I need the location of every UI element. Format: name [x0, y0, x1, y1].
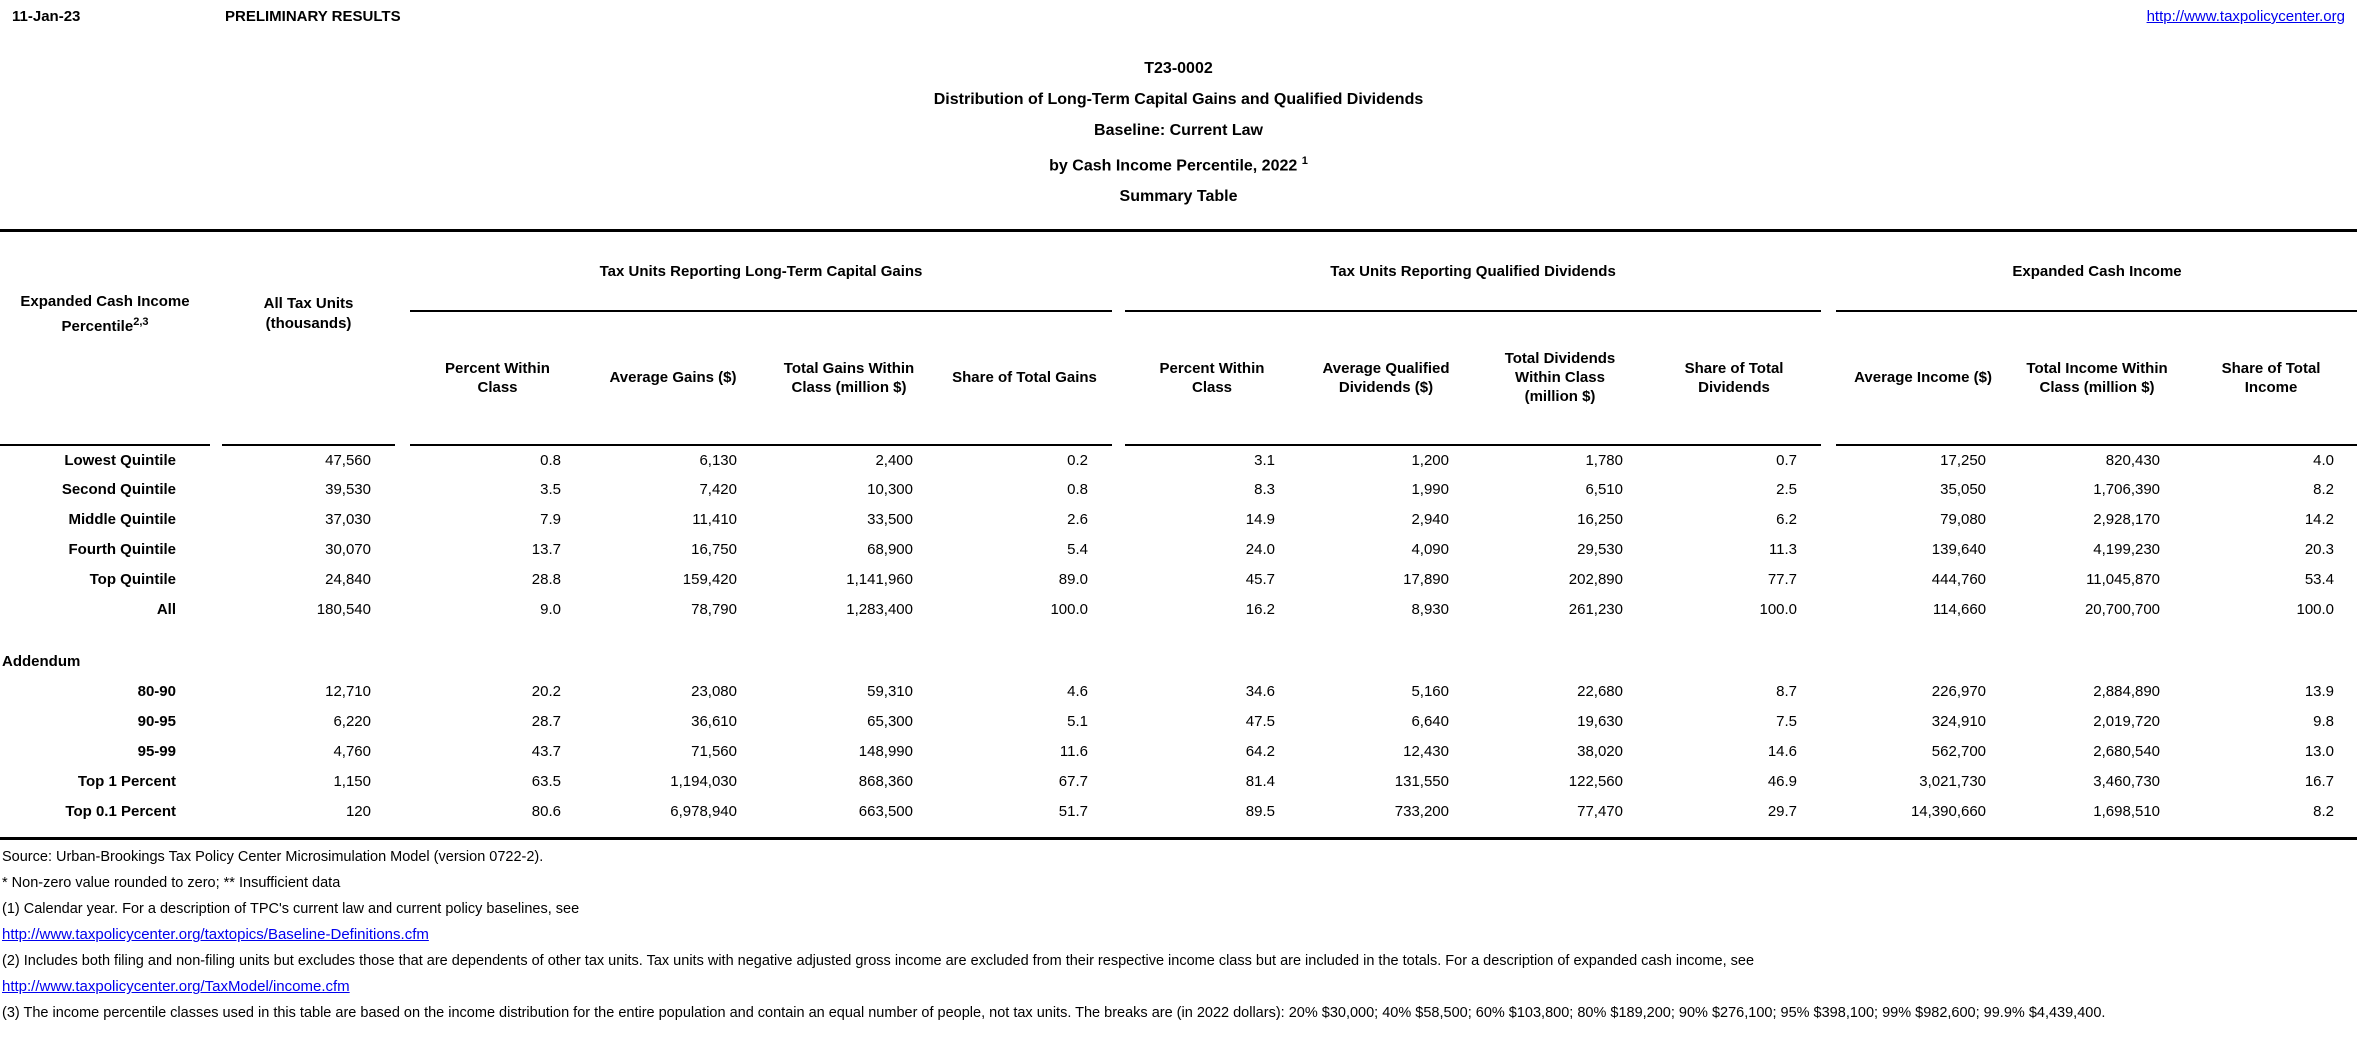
- data-cell: 562,700: [1931, 743, 1987, 761]
- data-cell: 28.8: [531, 571, 561, 589]
- column-spacer: [1821, 505, 1836, 535]
- footnote-ref-1: 1: [1301, 155, 1308, 167]
- data-cell: 16.7: [2304, 773, 2335, 791]
- column-spacer: [1821, 797, 1836, 827]
- col-header-total-dividends: Total Dividends Within Class (million $): [1473, 311, 1647, 445]
- row-label: 95-99: [137, 743, 176, 761]
- data-cell: 6.2: [1776, 511, 1798, 529]
- data-cell: 67.7: [1058, 773, 1088, 791]
- data-cell: 733,200: [1394, 803, 1449, 821]
- data-cell: 1,150: [333, 773, 371, 791]
- data-cell: 23,080: [691, 683, 737, 701]
- column-spacer: [1821, 737, 1836, 767]
- data-cell: 12,430: [1403, 743, 1449, 761]
- data-cell: 51.7: [1058, 803, 1088, 821]
- data-cell: 33,500: [867, 511, 913, 529]
- addendum-row: [0, 647, 2357, 677]
- column-spacer: [395, 797, 410, 827]
- footnotes: [0, 844, 2357, 1026]
- column-spacer: [1112, 445, 1125, 475]
- data-cell: 35,050: [1940, 481, 1987, 499]
- table-row: [0, 767, 2357, 797]
- data-cell: 100.0: [1759, 601, 1798, 619]
- column-spacer: [395, 677, 410, 707]
- data-cell: 139,640: [1931, 541, 1987, 559]
- table-row: [0, 535, 2357, 565]
- column-spacer: [1821, 595, 1836, 625]
- baseline-definitions-link[interactable]: http://www.taxpolicycenter.org/taxtopics/Baseline-Definitions.cfm: [2, 926, 429, 944]
- data-cell: 6,640: [1411, 713, 1449, 731]
- data-cell: 36,610: [691, 713, 737, 731]
- data-cell: 20.3: [2304, 541, 2335, 559]
- asterisk-note: * Non-zero value rounded to zero; ** Insufficient data: [2, 875, 341, 892]
- data-cell: 6,510: [1585, 481, 1623, 499]
- column-spacer: [395, 707, 410, 737]
- data-cell: 17,890: [1403, 571, 1449, 589]
- distribution-table: [0, 229, 2357, 840]
- spacer-row: [0, 827, 2357, 839]
- data-cell: 2,940: [1411, 511, 1449, 529]
- col-header-total-income: Total Income Within Class (million $): [2010, 311, 2184, 445]
- data-cell: 13.9: [2304, 683, 2335, 701]
- data-cell: 77.7: [1767, 571, 1798, 589]
- data-cell: 20.2: [531, 683, 561, 701]
- data-cell: 17,250: [1940, 451, 1987, 469]
- row-label: Fourth Quintile: [68, 541, 176, 559]
- data-cell: 5.1: [1067, 713, 1088, 731]
- column-spacer: [1112, 595, 1125, 625]
- data-cell: 114,660: [1932, 601, 1987, 619]
- data-cell: 14.9: [1245, 511, 1275, 529]
- table-row: [0, 737, 2357, 767]
- title-block: [0, 53, 2357, 212]
- data-cell: 19,630: [1577, 713, 1623, 731]
- data-cell: 63.5: [531, 773, 561, 791]
- column-spacer: [1112, 505, 1125, 535]
- column-spacer: [395, 505, 410, 535]
- data-cell: 261,230: [1568, 601, 1623, 619]
- row-label: 90-95: [137, 713, 176, 731]
- group-header-expanded-cash-income: Expanded Cash Income: [1836, 231, 2357, 311]
- data-cell: 8.7: [1776, 683, 1798, 701]
- col-header-total-gains: Total Gains Within Class (million $): [761, 311, 937, 445]
- baseline-subtitle: Baseline: Current Law: [1094, 122, 1263, 139]
- row-label: Lowest Quintile: [64, 451, 176, 469]
- data-cell: 159,420: [682, 571, 737, 589]
- data-cell: 11,045,870: [2086, 571, 2161, 589]
- data-cell: 180,540: [316, 601, 371, 619]
- row-label: Top Quintile: [89, 571, 176, 589]
- data-cell: 1,698,510: [2093, 803, 2161, 821]
- footnote-3: (3) The income percentile classes used in this table are based on the income distribution for the entire population and contain an equal number of people, not tax units. The breaks are (in 2022 dollars): 20% $30,000; 40% $58,500; 60% $103,800; 80% $189,200; 90% $276,100; 95% $398,100; 99% $982,600; 99.9% $4,439,400.: [2, 1005, 2106, 1022]
- column-spacer: [1821, 707, 1836, 737]
- data-cell: 9.0: [540, 601, 561, 619]
- percentile-subtitle: by Cash Income Percentile, 2022 $^1$: [1049, 155, 1308, 175]
- column-spacer: [395, 565, 410, 595]
- column-spacer: [1821, 677, 1836, 707]
- data-cell: 11.6: [1059, 743, 1088, 761]
- data-cell: 11.3: [1768, 541, 1798, 559]
- data-cell: 7.5: [1776, 713, 1798, 731]
- column-spacer: [1112, 475, 1125, 505]
- data-cell: 122,560: [1568, 773, 1623, 791]
- data-cell: 38,020: [1577, 743, 1623, 761]
- data-cell: 4,199,230: [2093, 541, 2161, 559]
- data-cell: 13.7: [531, 541, 561, 559]
- table-number: T23-0002: [1144, 60, 1213, 77]
- table-row: [0, 677, 2357, 707]
- col-header-average-income: Average Income ($): [1836, 311, 2010, 445]
- column-spacer: [210, 737, 222, 767]
- data-cell: 1,200: [1411, 451, 1449, 469]
- data-cell: 34.6: [1245, 683, 1275, 701]
- column-spacer: [1821, 767, 1836, 797]
- data-cell: 64.2: [1245, 743, 1275, 761]
- data-cell: 2.5: [1776, 481, 1798, 499]
- data-cell: 16,750: [691, 541, 737, 559]
- column-spacer: [210, 595, 222, 625]
- col-header-share-of-income: Share of Total Income: [2184, 311, 2357, 445]
- column-spacer: [210, 677, 222, 707]
- data-cell: 22,680: [1577, 683, 1623, 701]
- data-cell: 1,990: [1411, 481, 1449, 499]
- data-cell: 324,910: [1931, 713, 1987, 731]
- data-cell: 820,430: [2105, 451, 2161, 469]
- data-cell: 14.6: [1767, 743, 1798, 761]
- taxpolicycenter-link[interactable]: http://www.taxpolicycenter.org: [2146, 8, 2345, 25]
- column-spacer: [395, 535, 410, 565]
- column-spacer: [395, 445, 410, 475]
- data-cell: 28.7: [531, 713, 561, 731]
- data-cell: 11,410: [692, 511, 737, 529]
- income-definition-link[interactable]: http://www.taxpolicycenter.org/TaxModel/income.cfm: [2, 978, 350, 996]
- column-spacer: [210, 475, 222, 505]
- summary-table-label: Summary Table: [1119, 188, 1238, 206]
- data-cell: 663,500: [858, 803, 913, 821]
- data-cell: 47,560: [325, 451, 371, 469]
- data-cell: 0.2: [1067, 451, 1088, 469]
- data-cell: 1,780: [1585, 451, 1623, 469]
- data-cell: 6,130: [699, 451, 737, 469]
- data-cell: 16,250: [1577, 511, 1623, 529]
- table-row: [0, 797, 2357, 827]
- footnote-1: (1) Calendar year. For a description of TPC's current law and current policy baselines, see: [2, 901, 580, 918]
- data-cell: 5,160: [1411, 683, 1449, 701]
- data-cell: 120: [345, 803, 371, 821]
- data-cell: 2,680,540: [2093, 743, 2161, 761]
- data-cell: 868,360: [858, 773, 913, 791]
- data-cell: 2,884,890: [2093, 683, 2161, 701]
- data-cell: 8.2: [2313, 803, 2335, 821]
- column-spacer: [210, 797, 222, 827]
- column-spacer: [1821, 445, 1836, 475]
- addendum-label: Addendum: [2, 653, 81, 671]
- data-cell: 8.3: [1254, 481, 1275, 499]
- data-cell: 0.7: [1776, 451, 1798, 469]
- data-cell: 0.8: [1067, 481, 1088, 499]
- data-cell: 68,900: [867, 541, 913, 559]
- col-header-gains-percent-within-class: Percent Within Class: [410, 311, 585, 445]
- data-cell: 2,019,720: [2093, 713, 2161, 731]
- row-label: Second Quintile: [61, 481, 176, 499]
- group-header-capital-gains: Tax Units Reporting Long-Term Capital Gains: [410, 231, 1112, 311]
- column-spacer: [1112, 797, 1125, 827]
- data-cell: 202,890: [1568, 571, 1623, 589]
- data-cell: 24,840: [325, 571, 371, 589]
- data-cell: 30,070: [325, 541, 371, 559]
- data-cell: 37,030: [325, 511, 371, 529]
- footnote-2: (2) Includes both filing and non-filing units but excludes those that are dependents of other tax units. Tax units with negative adjusted gross income are excluded from their respective income class but are included in the totals. For a description of expanded cash income, see: [2, 953, 1755, 970]
- data-cell: 131,550: [1394, 773, 1449, 791]
- spacer-row: [0, 625, 2357, 647]
- row-label: Top 0.1 Percent: [65, 803, 176, 821]
- data-cell: 226,970: [1931, 683, 1987, 701]
- column-spacer: [210, 767, 222, 797]
- col-header-dividends-percent-within-class: Percent Within Class: [1125, 311, 1299, 445]
- footnote-ref-2-3: 2,3: [133, 315, 149, 328]
- data-cell: 53.4: [2304, 571, 2335, 589]
- data-cell: 3,021,730: [1919, 773, 1987, 791]
- data-cell: 2,928,170: [2093, 511, 2161, 529]
- row-label: All: [156, 601, 176, 619]
- row-header-title: Expanded Cash Income Percentile$^{2,3}$: [0, 231, 210, 445]
- data-cell: 444,760: [1931, 571, 1987, 589]
- source-note: Source: Urban-Brookings Tax Policy Center Microsimulation Model (version 0722-2).: [2, 849, 544, 866]
- data-cell: 89.0: [1058, 571, 1088, 589]
- data-cell: 47.5: [1245, 713, 1275, 731]
- group-header-qualified-dividends: Tax Units Reporting Qualified Dividends: [1125, 231, 1821, 311]
- data-cell: 80.6: [531, 803, 561, 821]
- data-cell: 29.7: [1767, 803, 1798, 821]
- column-spacer: [1821, 475, 1836, 505]
- table-row: [0, 475, 2357, 505]
- column-spacer: [1821, 535, 1836, 565]
- data-cell: 3,460,730: [2093, 773, 2161, 791]
- data-cell: 14.2: [2304, 511, 2335, 529]
- column-spacer: [395, 595, 410, 625]
- col-header-average-dividends: Average Qualified Dividends ($): [1299, 311, 1473, 445]
- all-tax-units-header: All Tax Units (thousands): [222, 231, 395, 445]
- col-header-share-of-gains: Share of Total Gains: [937, 311, 1112, 445]
- data-cell: 79,080: [1940, 511, 1987, 529]
- data-cell: 9.8: [2313, 713, 2335, 731]
- column-spacer: [395, 231, 410, 445]
- data-cell: 148,990: [858, 743, 913, 761]
- data-cell: 78,790: [691, 601, 737, 619]
- data-cell: 1,141,960: [846, 571, 913, 589]
- column-spacer: [210, 565, 222, 595]
- data-cell: 3.1: [1254, 451, 1275, 469]
- table-row: [0, 505, 2357, 535]
- column-spacer: [1112, 231, 1125, 445]
- data-cell: 45.7: [1245, 571, 1275, 589]
- data-cell: 4.6: [1067, 683, 1088, 701]
- data-cell: 100.0: [1050, 601, 1088, 619]
- data-cell: 46.9: [1767, 773, 1798, 791]
- data-cell: 8,930: [1411, 601, 1449, 619]
- col-header-average-gains: Average Gains ($): [585, 311, 761, 445]
- col-header-share-of-dividends: Share of Total Dividends: [1647, 311, 1821, 445]
- data-cell: 6,978,940: [670, 803, 737, 821]
- data-cell: 20,700,700: [2084, 601, 2161, 619]
- top-bar: [0, 0, 2357, 25]
- date-label: 11-Jan-23: [12, 8, 81, 25]
- column-spacer: [1112, 767, 1125, 797]
- data-cell: 29,530: [1577, 541, 1623, 559]
- column-spacer: [1821, 231, 1836, 445]
- data-cell: 8.2: [2313, 481, 2335, 499]
- data-cell: 5.4: [1067, 541, 1088, 559]
- column-spacer: [1821, 565, 1836, 595]
- column-spacer: [1112, 707, 1125, 737]
- data-cell: 4,090: [1411, 541, 1449, 559]
- data-cell: 43.7: [531, 743, 561, 761]
- data-cell: 7.9: [540, 511, 561, 529]
- row-label: Middle Quintile: [68, 511, 176, 529]
- data-cell: 39,530: [325, 481, 371, 499]
- data-cell: 59,310: [867, 683, 913, 701]
- column-spacer: [1112, 677, 1125, 707]
- data-cell: 24.0: [1245, 541, 1275, 559]
- column-spacer: [210, 231, 222, 445]
- data-cell: 0.8: [540, 451, 561, 469]
- data-cell: 77,470: [1577, 803, 1623, 821]
- data-cell: 71,560: [691, 743, 737, 761]
- table-title: Distribution of Long-Term Capital Gains and Qualified Dividends: [933, 91, 1424, 108]
- table-row: [0, 445, 2357, 475]
- column-spacer: [1112, 737, 1125, 767]
- column-spacer: [1112, 535, 1125, 565]
- data-cell: 81.4: [1245, 773, 1275, 791]
- column-spacer: [210, 445, 222, 475]
- data-cell: 100.0: [2296, 601, 2335, 619]
- column-spacer: [210, 707, 222, 737]
- table-row: [0, 595, 2357, 625]
- column-spacer: [395, 767, 410, 797]
- data-cell: 13.0: [2304, 743, 2335, 761]
- data-cell: 12,710: [325, 683, 371, 701]
- column-spacer: [395, 737, 410, 767]
- row-label: 80-90: [137, 683, 176, 701]
- row-label: Top 1 Percent: [77, 773, 176, 791]
- preliminary-results-label: PRELIMINARY RESULTS: [225, 8, 401, 25]
- data-cell: 2,400: [875, 451, 913, 469]
- data-cell: 65,300: [867, 713, 913, 731]
- data-cell: 1,283,400: [846, 601, 913, 619]
- data-cell: 7,420: [699, 481, 737, 499]
- data-cell: 14,390,660: [1910, 803, 1987, 821]
- data-cell: 4.0: [2313, 451, 2335, 469]
- data-cell: 6,220: [333, 713, 371, 731]
- column-spacer: [395, 475, 410, 505]
- data-cell: 1,194,030: [670, 773, 737, 791]
- column-spacer: [210, 535, 222, 565]
- data-cell: 1,706,390: [2093, 481, 2161, 499]
- data-cell: 16.2: [1245, 601, 1275, 619]
- data-cell: 4,760: [333, 743, 371, 761]
- data-cell: 2.6: [1067, 511, 1088, 529]
- table-row: [0, 707, 2357, 737]
- column-spacer: [210, 505, 222, 535]
- table-row: [0, 565, 2357, 595]
- column-spacer: [1112, 565, 1125, 595]
- data-cell: 3.5: [540, 481, 561, 499]
- data-cell: 89.5: [1245, 803, 1275, 821]
- data-cell: 10,300: [867, 481, 913, 499]
